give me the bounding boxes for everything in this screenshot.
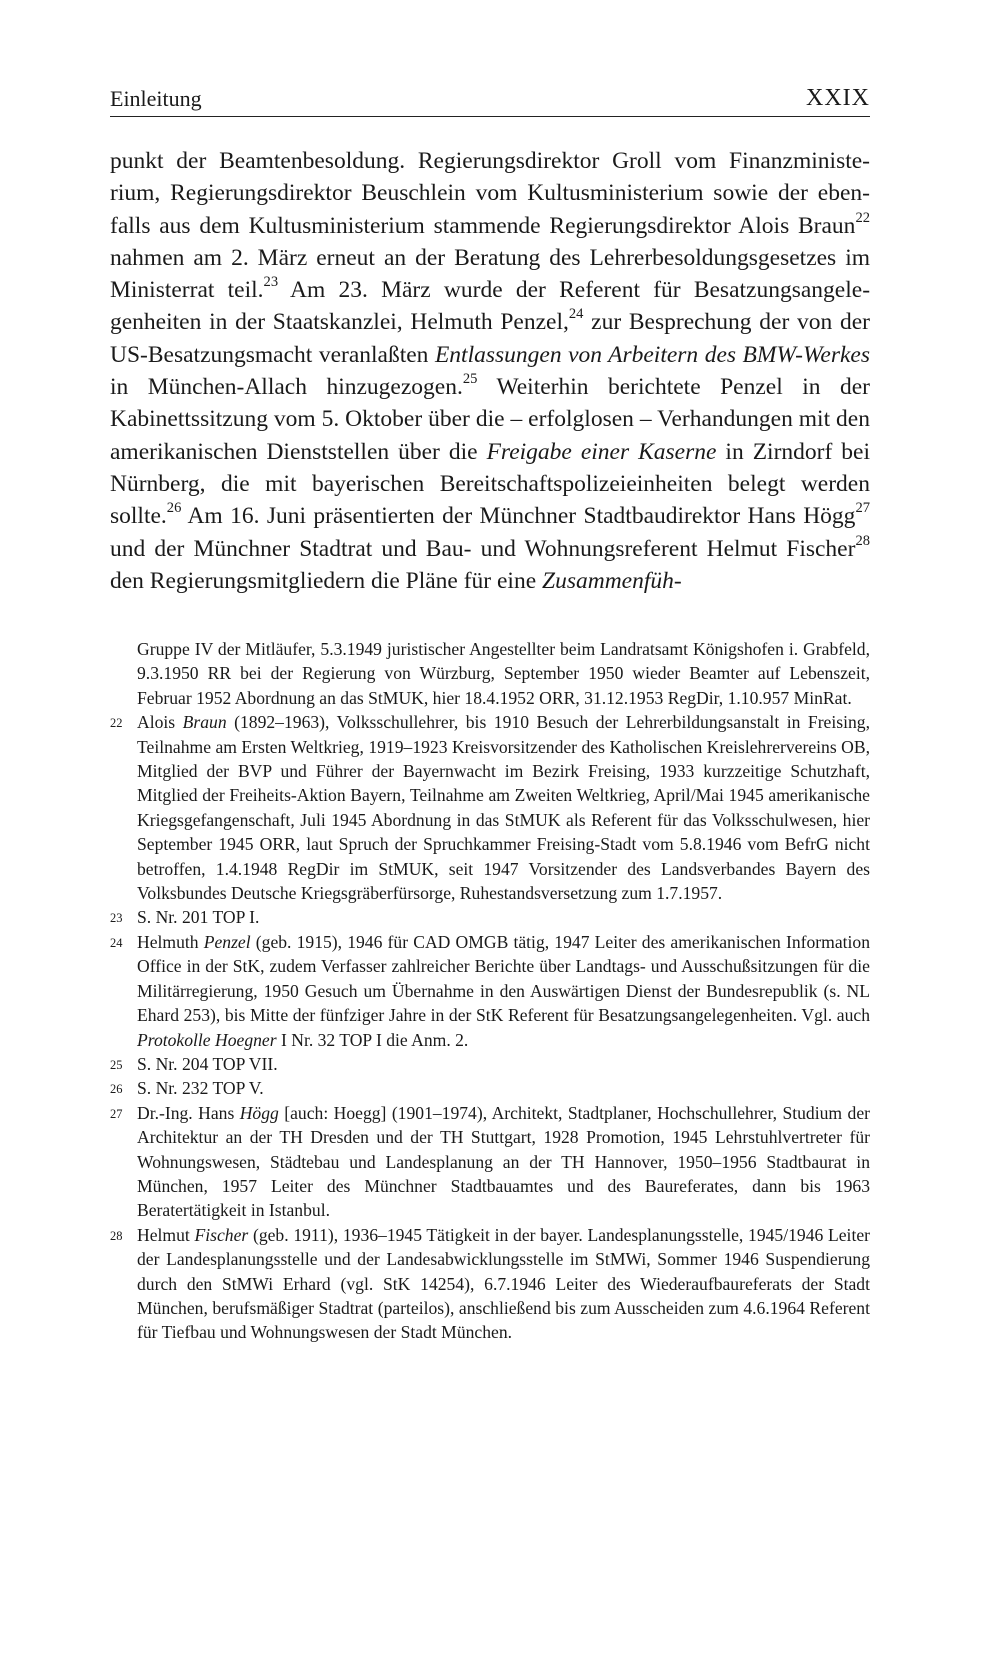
text-run: Am 16. Juni präsentierten der Münchner Stadtbaudirektor Hans Högg: [181, 503, 856, 530]
footnote-24: [110, 930, 870, 1052]
footnote-27: [110, 1101, 870, 1223]
footnote-number: 28: [110, 1228, 123, 1243]
emphasis: Entlassungen von Arbeitern des BMW-Werkes: [434, 341, 870, 368]
text-run: den Regierungsmitgliedern die Pläne für eine: [110, 567, 543, 594]
text-run: in München-Allach hinzugezogen.: [110, 374, 463, 401]
footnote-number: 27: [110, 1106, 123, 1121]
person-name: Penzel: [203, 931, 251, 952]
footnote-26: [110, 1076, 870, 1100]
emphasis: Zusammenfüh-: [542, 567, 682, 594]
footnote-text: [auch: Hoegg] (1901–1974), Architekt, Stadtplaner, Hochschullehrer, Studium der Architektur an der TH Dresden und der TH Stuttgart, 1928 Promotion, 1945 Lehrstuhlvertreter für Wohnungswesen, Städtebau und Landesplanung an der TH Hannover, 1950–1956 Stadtbaurat in München, 1957 Leiter des Münchner Stadtbauamtes und des Baureferates, dann bis 1963 Beratertätigkeit in Istanbul.: [137, 1102, 870, 1221]
footnote-25: [110, 1052, 870, 1076]
footnotes: [110, 637, 870, 1345]
footnote-ref: 28: [855, 532, 870, 549]
header-page-number: XXIX: [806, 85, 870, 111]
footnote-text: Dr.-Ing. Hans: [137, 1102, 240, 1123]
footnote-23: [110, 905, 870, 929]
footnote-text: (geb. 1915), 1946 für CAD OMGB tätig, 1947 Leiter des amerikanischen Information Office in der StK, zudem Verfasser zahlreicher Berichte über Landtags- und Ausschußsitzungen für die Militärregierung, 1950 Gesuch um Übernahme in den Auswärtigen Dienst der Bundesrepublik (s. NL Ehard 253), bis Mitte der fünfziger Jahre in der StK Referent für Besatzungsangelegenheiten. Vgl. auch: [137, 931, 870, 1026]
text-run: punkt der Beamtenbesoldung. Regierungsdirektor Groll vom Finanzministerium, Regierungsdirektor Beuschlein vom Kultusministerium sowie der ebenfalls aus dem Kultusministerium stammende Regierungsdirektor Alois Braun: [110, 148, 870, 239]
person-name: Braun: [182, 712, 227, 733]
footnote-text: Alois: [137, 712, 183, 733]
main-text: [110, 145, 870, 597]
footnote-number: 24: [110, 935, 123, 950]
footnote-text: S. Nr. 204 TOP VII.: [137, 1053, 278, 1074]
footnote-text: (1892–1963), Volksschullehrer, bis 1910 Besuch der Lehrerbildungsanstalt in Freising, Teilnahme am Ersten Weltkrieg, 1919–1923 Kreisvorsitzender des Katholischen Kreislehrervereins OB, Mitglied der BVP und Führer der Bayernwacht im Bezirk Freising, 1933 kurzzeitige Schutzhaft, Mitglied der Freiheits-Aktion Bayern, Teilnahme am Zweiten Weltkrieg, April/Mai 1945 amerikanische Kriegsgefangenschaft, Juli 1945 Abordnung in das StMUK als Referent für das Volksschulwesen, hier September 1945 ORR, laut Spruch der Spruchkammer Freising-Stadt vom 5.8.1946 vom BefrG nicht betroffen, 1.4.1948 RegDir im StMUK, seit 1947 Vorsitzender des Landsverbandes Bayern des Volksbundes Deutsche Kriegsgräberfürsorge, Ruhestandsversetzung zum 1.7.1957.: [137, 712, 870, 904]
footnote-ref: 27: [855, 500, 870, 517]
footnote-ref: 24: [568, 306, 584, 323]
footnote-text: S. Nr. 201 TOP I.: [137, 907, 260, 928]
source-title: Protokolle Hoegner: [137, 1029, 277, 1050]
footnote-number: 25: [110, 1057, 123, 1072]
footnote-22: [110, 710, 870, 905]
footnote-text: S. Nr. 232 TOP V.: [137, 1078, 264, 1099]
footnote-number: 23: [110, 911, 123, 926]
footnote-ref: 25: [462, 371, 478, 388]
text-run: in Zirndorf bei Nürnberg, die mit bayerischen Bereitschaftspolizeieinheiten belegt werden sollte.: [110, 438, 870, 530]
running-header: [110, 82, 870, 117]
footnote-text: Helmuth: [137, 931, 204, 952]
footnote-text: I Nr. 32 TOP I die Anm. 2.: [276, 1029, 469, 1050]
footnote-continuation: [110, 637, 870, 710]
footnote-ref: 26: [166, 500, 182, 517]
main-paragraph: [110, 145, 870, 597]
emphasis: Freigabe einer Kaserne: [486, 438, 717, 465]
text-run: Am 23. März wurde der Referent für Besatzungsangelegenheiten in der Staatskanzlei, Helmuth Penzel,: [110, 277, 871, 336]
text-run: Weiterhin berichtete Penzel in der Kabinettssitzung vom 5. Oktober über die – erfolglosen – Verhandungen mit den amerikanischen Dienststellen über die: [110, 374, 870, 465]
text-run: nahmen am 2. März erneut an der Beratung des Lehrerbesoldungsgesetzes im Ministerrat teil.: [110, 244, 870, 304]
person-name: Fischer: [194, 1224, 249, 1245]
footnote-text: (geb. 1911), 1936–1945 Tätigkeit in der bayer. Landesplanungsstelle, 1945/1946 Leiter der Landesplanungsstelle und der Landesabwicklungsstelle im StMWi, Sommer 1946 Suspendierung durch den StMWi Erhard (vgl. StK 14254), 6.7.1946 Leiter des Wiederaufbaureferats der Stadt München, berufsmäßiger Stadtrat (parteilos), anschließend bis zum Ausscheiden zum 4.6.1964 Referent für Tiefbau und Wohnungswesen der Stadt München.: [137, 1224, 871, 1343]
footnote-28: [110, 1223, 870, 1345]
header-section-title: Einleitung: [110, 86, 202, 111]
footnote-text: Helmut: [137, 1224, 195, 1245]
footnote-number: 22: [110, 716, 123, 731]
person-name: Högg: [239, 1102, 279, 1123]
footnote-ref: 22: [855, 209, 870, 226]
footnote-text: Gruppe IV der Mitläufer, 5.3.1949 juristischer Angestellter beim Landratsamt Königshofen i. Grabfeld, 9.3.1950 RR bei der Regierung von Würzburg, September 1950 wieder Beamter auf Lebenszeit, Februar 1952 Abordnung an das StMUK, hier 18.4.1952 ORR, 31.12.1953 RegDir, 1.10.957 MinRat.: [137, 639, 870, 708]
text-run: zur Besprechung der von der US-Besatzungsmacht veranlaßten: [110, 309, 870, 368]
text-run: und der Münchner Stadtrat und Bau- und Wohnungsreferent Helmut Fischer: [110, 535, 856, 562]
footnote-number: 26: [110, 1082, 123, 1097]
footnote-ref: 23: [263, 274, 279, 291]
